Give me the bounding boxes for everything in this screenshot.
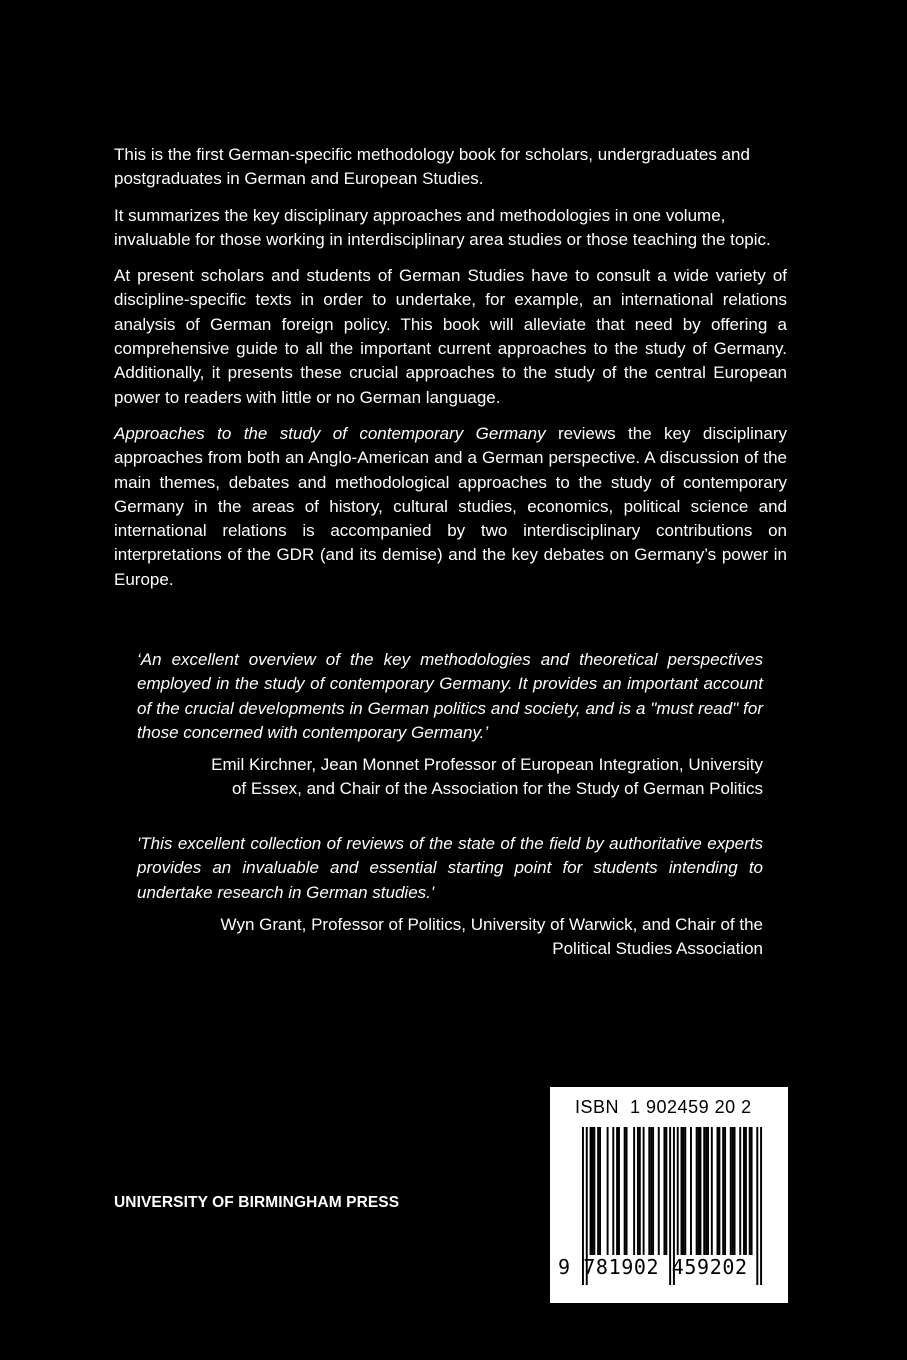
barcode-bar [690,1127,692,1255]
isbn-barcode [550,1087,788,1303]
barcode-bar [743,1127,745,1255]
attribution-line: of Essex, and Chair of the Association for the Study of German Politics [231,779,763,799]
barcode-bar [663,1127,665,1255]
barcode-bar [658,1127,660,1255]
barcode-bar [624,1127,626,1255]
barcode-bar [648,1127,650,1255]
barcode-bar [633,1127,635,1255]
barcode-bar [698,1127,700,1255]
barcode-bar [639,1127,641,1255]
endorsement-quote: ‘An excellent overview of the key methodologies and theoretical perspectives employed in the study of contemporary Germany. It provides an important account of the crucial developments in German politics and society, and is a "must read" for those concerned with contemporary Germany.’ [137,650,763,742]
barcode-bar [591,1127,593,1255]
barcode-bar [682,1127,684,1255]
barcode-bar [616,1127,618,1255]
barcode-bar [618,1127,620,1255]
endorsement-grant [137,832,763,961]
barcode-bar [717,1127,719,1255]
barcode-bar [593,1127,595,1255]
barcode-bar [711,1127,713,1255]
barcode-bar [612,1127,614,1255]
barcode-bar [607,1127,609,1255]
barcode-bar [732,1127,734,1255]
barcode-bar [749,1127,751,1255]
isbn-label: ISBN 1 902459 20 2 [575,1097,752,1117]
barcode-bar [734,1127,736,1255]
barcode-bar [699,1127,701,1255]
barcode-bar [707,1127,709,1255]
barcode-bar [684,1127,686,1255]
ean-digits: 9 781902 459202 [558,1255,748,1279]
barcode-bar [730,1127,732,1255]
barcode-bar [751,1127,753,1255]
endorsement-kirchner [137,648,763,802]
blurb-paragraph-1: This is the first German-specific methodology book for scholars, undergraduates and postgraduates in German and European Studies. [114,145,750,189]
barcode-bar [677,1127,679,1255]
barcode-bar [681,1127,683,1255]
barcode-bar [650,1127,652,1255]
barcode-bar [705,1127,707,1255]
barcode-bar [696,1127,698,1255]
barcode-bar [739,1127,741,1255]
barcode-bar [760,1127,762,1285]
barcode-bar [722,1127,724,1255]
barcode-bar [756,1127,758,1285]
barcode-bar [643,1127,645,1255]
blurb-paragraph-2: It summarizes the key disciplinary approaches and methodologies in one volume, invaluable for those working in interdisciplinary area studies or those teaching the topic. [114,205,771,249]
attribution-line: Political Studies Association [552,939,763,959]
barcode-bar [703,1127,705,1255]
blurb-paragraph-3: At present scholars and students of German Studies have to consult a wide variety of discipline-specific texts in order to undertake, for example, an international relations analysis of German foreign policy. This book will alleviate that need by offering a comprehensive guide to all the important current approaches to the study of Germany. Additionally, it presents these crucial approaches to the study of the central European power to readers with little or no German language. [114,266,787,407]
barcode-bar [718,1127,720,1255]
barcode-bar [590,1127,592,1255]
barcode-bar [626,1127,628,1255]
publisher-name: UNIVERSITY OF BIRMINGHAM PRESS [114,1194,400,1211]
barcode-bar [597,1127,599,1255]
endorsement-attribution [137,753,763,802]
blurb [114,143,787,604]
blurb-paragraph-4-text: reviews the key disciplinary approaches from both an Anglo-American and a German perspective. A discussion of the main themes, debates and methodological approaches to the study of contemporary Germany in the areas of history, cultural studies, economics, political science and international relations is accompanied by two interdisciplinary contributions on interpretations of the GDR (and its demise) and the key debates on Germany’s power in Europe. [114,423,787,589]
attribution-line: Emil Kirchner, Jean Monnet Professor of European Integration, University [211,755,763,775]
endorsement-attribution [137,913,763,962]
barcode-bar [745,1127,747,1255]
endorsement-quote: 'This excellent collection of reviews of the state of the field by authoritative experts provides an invaluable and essential starting point for students intending to undertake research in German studies.' [137,834,763,902]
barcode-bar [652,1127,654,1255]
barcode-bar [637,1127,639,1255]
barcode-bar [724,1127,726,1255]
barcode-bar [599,1127,601,1255]
book-title-italic: Approaches to the study of contemporary Germany [114,423,546,443]
barcode-bar [665,1127,667,1255]
attribution-line: Wyn Grant, Professor of Politics, University of Warwick, and Chair of the [220,914,763,934]
blurb-paragraph-4 [114,422,787,592]
